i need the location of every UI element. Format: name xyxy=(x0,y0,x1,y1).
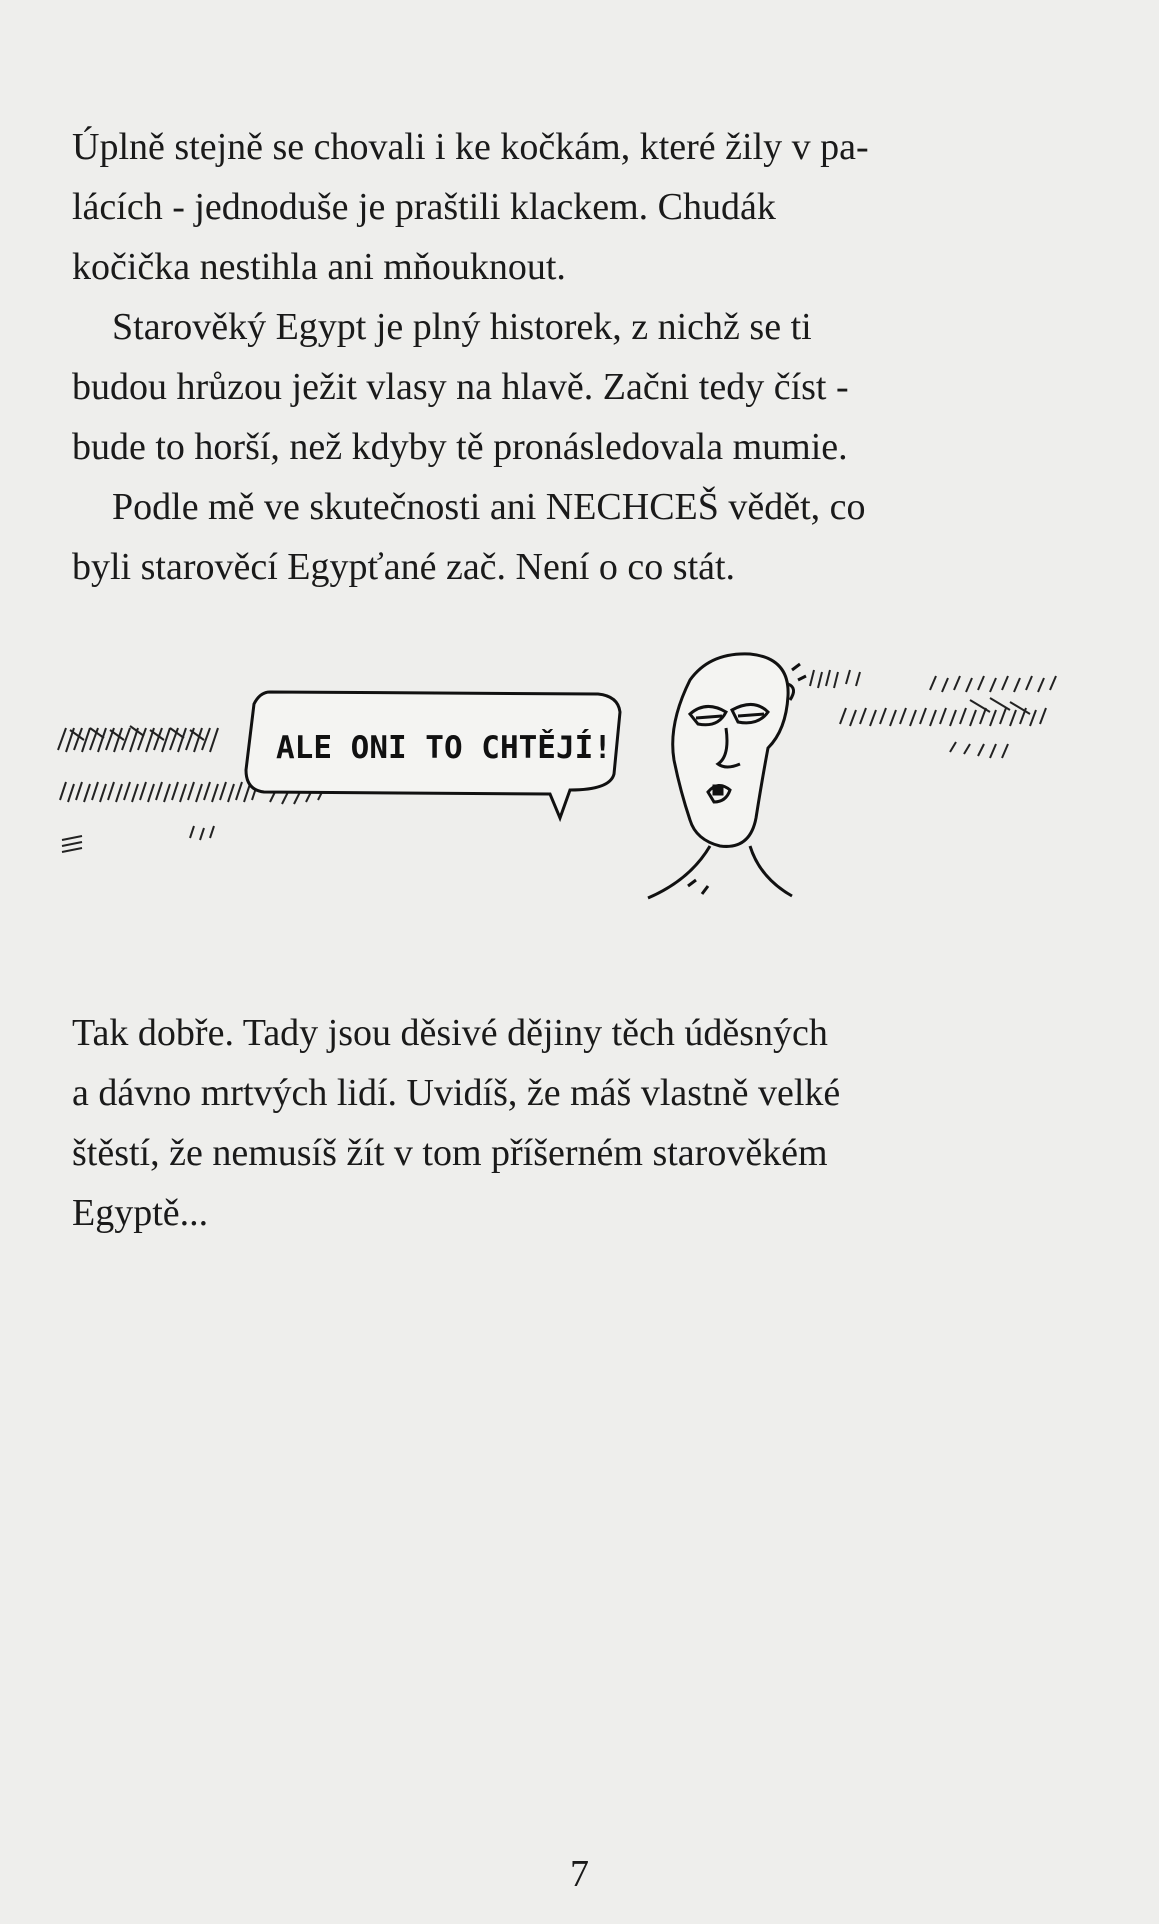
top-text-block xyxy=(72,117,1072,597)
text-line: kočička nestihla ani mňouknout. xyxy=(72,246,566,288)
text-line: štěstí, že nemusíš žít v tom příšerném starověkém xyxy=(72,1132,828,1174)
speech-bubble xyxy=(246,692,620,818)
text-line: Tak dobře. Tady jsou děsivé dějiny těch úděsných xyxy=(72,1012,828,1054)
text-line: bude to horší, než kdyby tě pronásledovala mumie. xyxy=(72,426,848,468)
page-number: 7 xyxy=(570,1853,589,1895)
text-line: a dávno mrtvých lidí. Uvidíš, že máš vlastně velké xyxy=(72,1072,841,1114)
bottom-text-block xyxy=(72,1003,1072,1243)
text-line: lácích - jednoduše je praštili klackem. Chudák xyxy=(72,186,776,228)
text-line: budou hrůzou ježit vlasy na hlavě. Začni tedy číst - xyxy=(72,366,849,408)
paragraph-egypt-stories xyxy=(72,297,1072,477)
text-line: Egyptě... xyxy=(72,1192,209,1234)
paragraph-cats xyxy=(72,117,1072,297)
text-line: Úplně stejně se chovali i ke kočkám, které žily v pa- xyxy=(72,126,869,168)
zombie-illustration xyxy=(50,640,1070,910)
speech-bubble-text: ALE ONI TO CHTĚJÍ! xyxy=(276,730,612,766)
text-line: Starověký Egypt je plný historek, z nichž se ti xyxy=(112,306,812,348)
text-line: byli starověcí Egypťané zač. Není o co stát. xyxy=(72,546,736,588)
text-line: Podle mě ve skutečnosti ani NECHCEŠ vědět, co xyxy=(112,486,866,528)
right-hatching xyxy=(810,670,1056,758)
paragraph-history-intro xyxy=(72,1003,1072,1243)
zombie-face-icon xyxy=(648,654,806,898)
paragraph-not-worth xyxy=(72,477,1072,597)
